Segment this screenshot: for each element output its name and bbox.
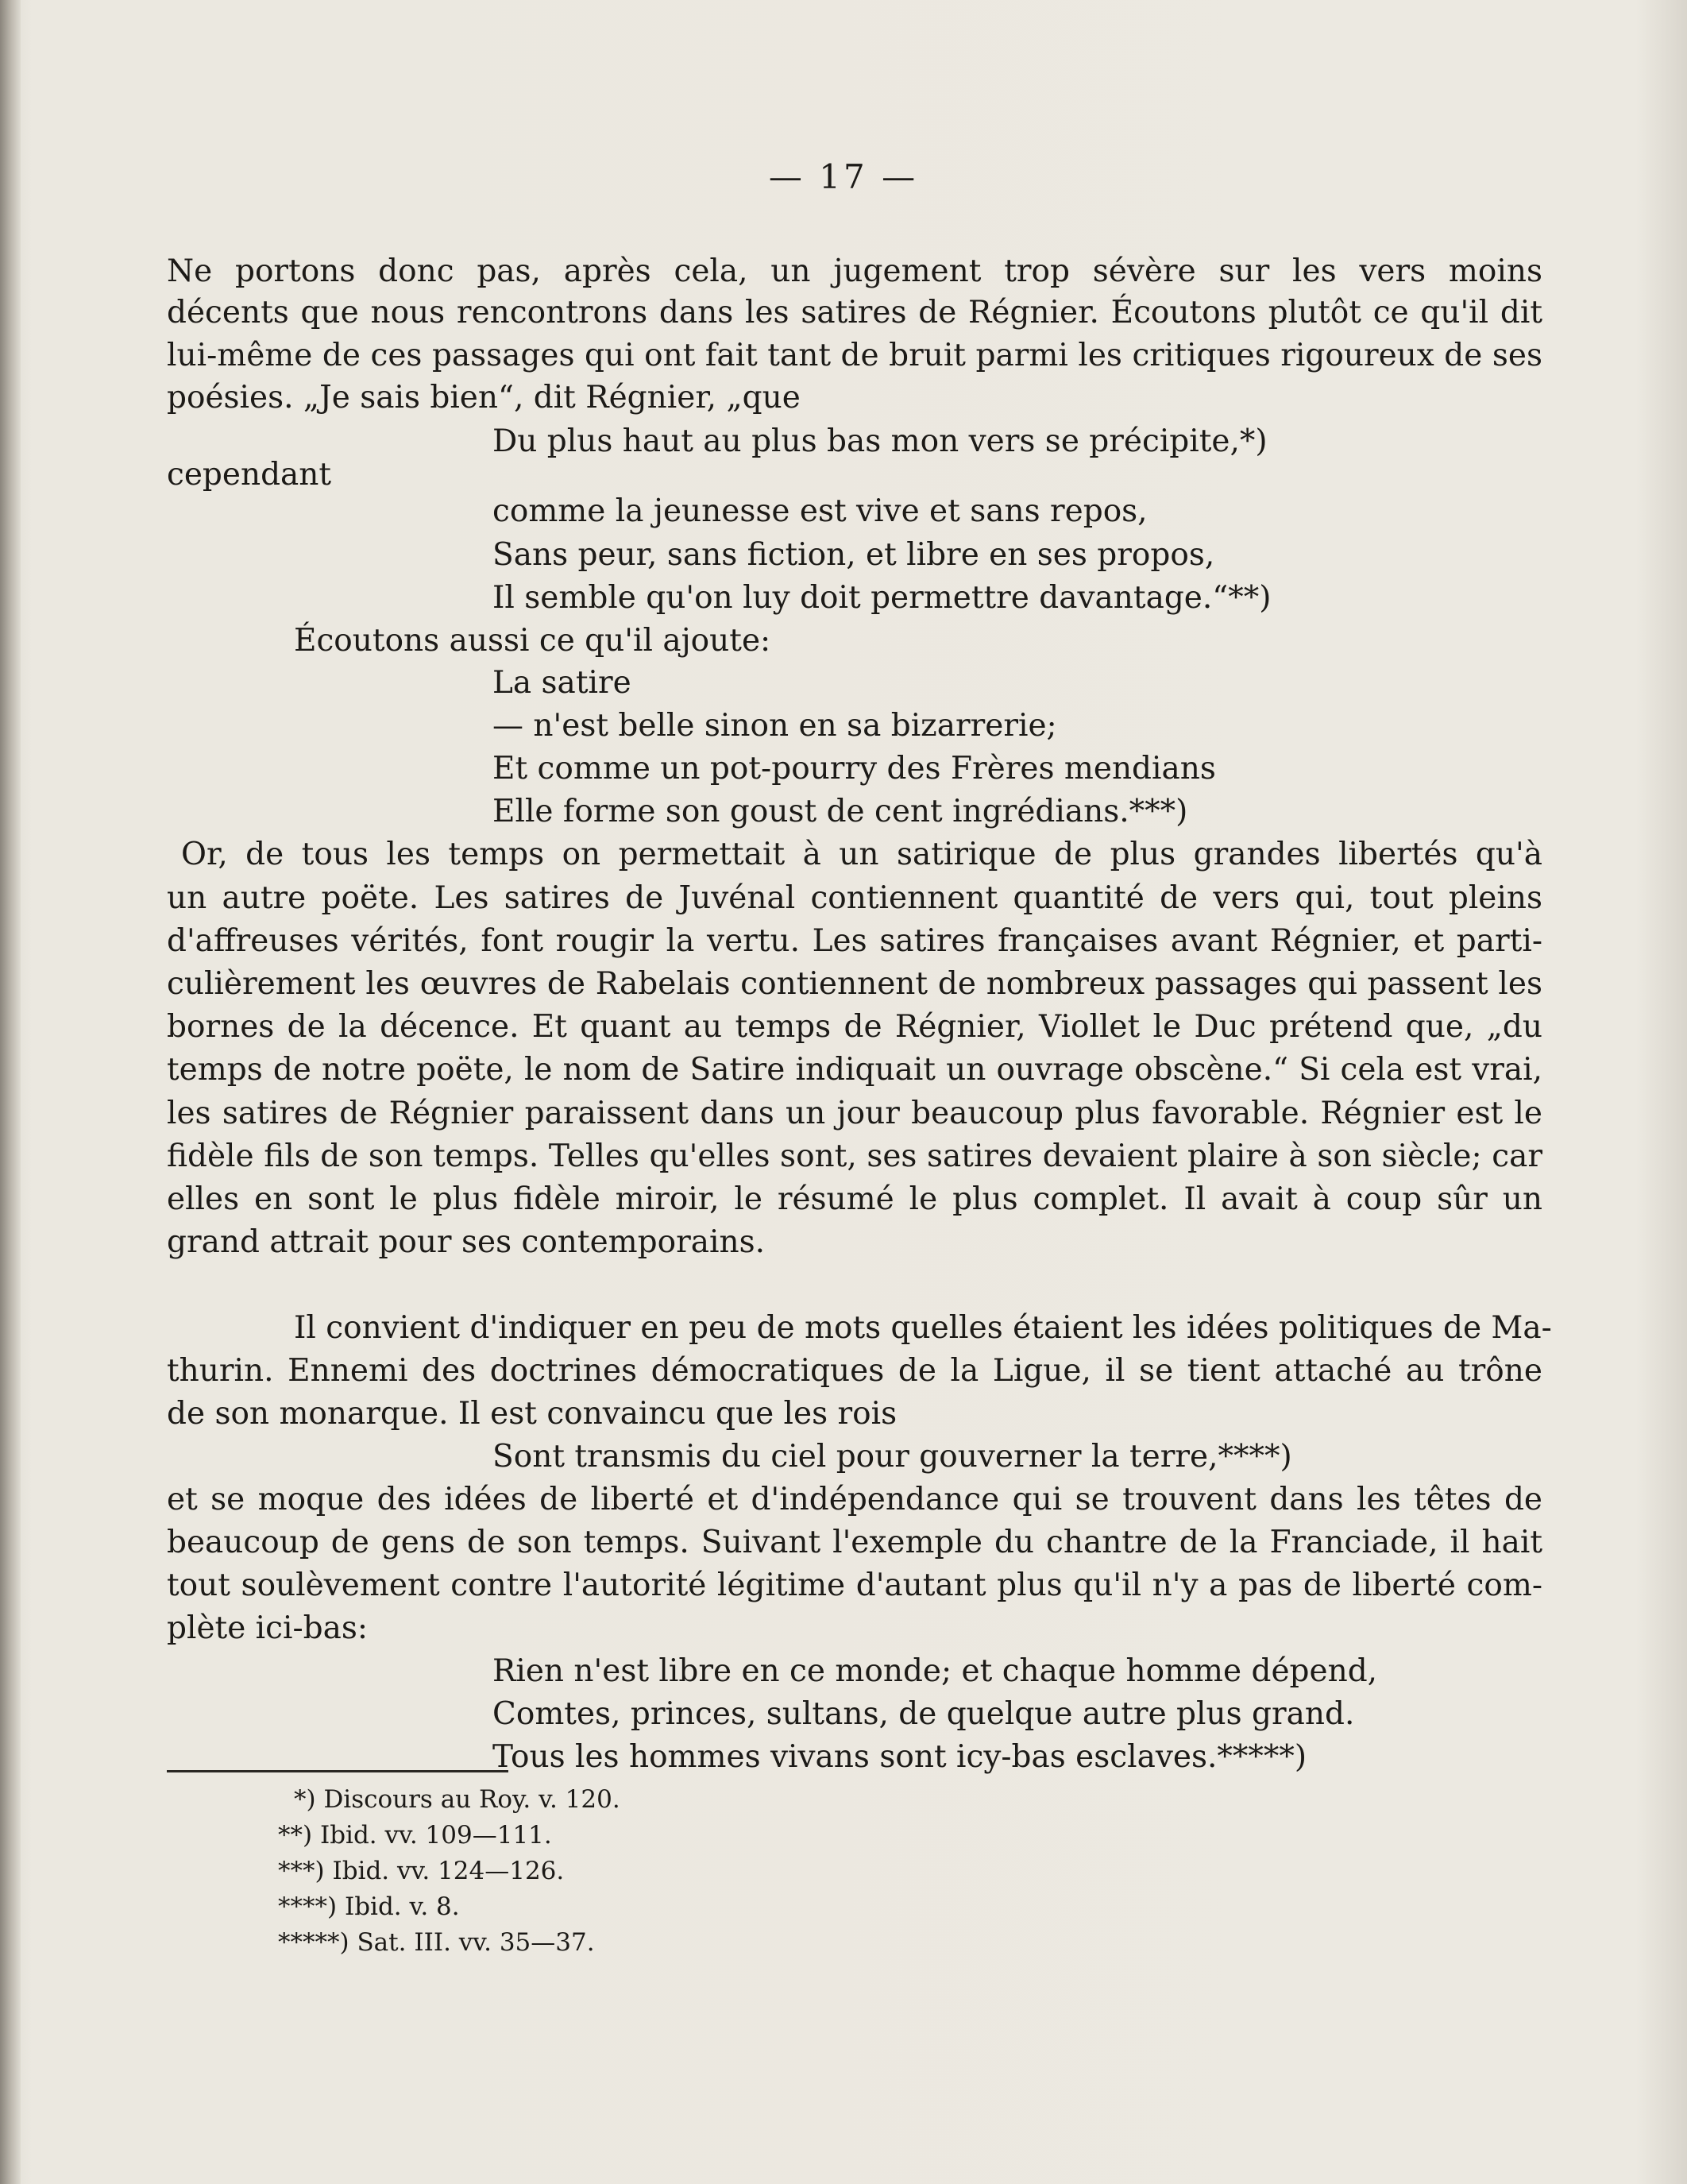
verse-line: Elle forme son goust de cent ingrédians.***) xyxy=(492,794,1188,829)
footnote-separator xyxy=(167,1770,508,1772)
verse-line: — n'est belle sinon en sa bizarrerie; xyxy=(492,708,1057,744)
text-line: poésies. „Je sais bien“, dit Régnier, „que xyxy=(167,380,801,416)
verse-line: Comtes, princes, sultans, de quelque autre plus grand. xyxy=(492,1696,1355,1732)
text-line: tout soulèvement contre l'autorité légitime d'autant plus qu'il n'y a pas de liberté com- xyxy=(167,1567,1542,1603)
text-line: culièrement les œuvres de Rabelais contiennent de nombreux passages qui passent les xyxy=(167,966,1542,1002)
verse-line: Sans peur, sans fiction, et libre en ses propos, xyxy=(492,537,1215,573)
text-line: grand attrait pour ses contemporains. xyxy=(167,1224,765,1260)
verse-line: Rien n'est libre en ce monde; et chaque homme dépend, xyxy=(492,1653,1378,1689)
verse-line: La satire xyxy=(492,665,631,701)
footnote: *) Discours au Roy. v. 120. xyxy=(294,1785,620,1814)
text-line: fidèle fils de son temps. Telles qu'elles sont, ses satires devaient plaire à son siècle; car xyxy=(167,1138,1542,1174)
text-line: thurin. Ennemi des doctrines démocratiques de la Ligue, il se tient attaché au trône xyxy=(167,1353,1542,1389)
verse-line: Et comme un pot-pourry des Frères mendians xyxy=(492,751,1216,787)
text-line: plète ici-bas: xyxy=(167,1610,369,1646)
footnote: **) Ibid. vv. 109—111. xyxy=(278,1821,552,1850)
verse-line: comme la jeunesse est vive et sans repos, xyxy=(492,493,1148,529)
verse-line: Il semble qu'on luy doit permettre davantage.“**) xyxy=(492,580,1272,616)
footnote: ****) Ibid. v. 8. xyxy=(278,1892,460,1921)
text-line: lui-même de ces passages qui ont fait tant de bruit parmi les critiques rigoureux de ses xyxy=(167,338,1542,373)
text-line: Or, de tous les temps on permettait à un satirique de plus grandes libertés qu'à xyxy=(181,837,1542,872)
text-line: Écoutons aussi ce qu'il ajoute: xyxy=(294,623,771,659)
page-binding-shadow xyxy=(0,0,21,2184)
text-line: et se moque des idées de liberté et d'indépendance qui se trouvent dans les têtes de xyxy=(167,1482,1542,1517)
text-line: les satires de Régnier paraissent dans un jour beaucoup plus favorable. Régnier est le xyxy=(167,1096,1542,1131)
text-line: Il convient d'indiquer en peu de mots quelles étaient les idées politiques de Ma- xyxy=(294,1310,1552,1346)
verse-line: Tous les hommes vivans sont icy-bas esclaves.*****) xyxy=(492,1739,1307,1775)
text-line: Ne portons donc pas, après cela, un jugement trop sévère sur les vers moins xyxy=(167,253,1542,289)
text-line: décents que nous rencontrons dans les satires de Régnier. Écoutons plutôt ce qu'il dit xyxy=(167,295,1542,330)
text-line: de son monarque. Il est convaincu que les rois xyxy=(167,1396,898,1432)
text-line: d'affreuses vérités, font rougir la vertu. Les satires françaises avant Régnier, et parti- xyxy=(167,923,1542,959)
verse-line: Du plus haut au plus bas mon vers se précipite,*) xyxy=(492,423,1268,459)
text-line: bornes de la décence. Et quant au temps de Régnier, Viollet le Duc prétend que, „du xyxy=(167,1009,1542,1045)
page-number: — 17 — xyxy=(768,157,919,196)
text-line: cependant xyxy=(167,457,332,493)
text-line: temps de notre poëte, le nom de Satire indiquait un ouvrage obscène.“ Si cela est vrai, xyxy=(167,1052,1542,1088)
text-line: un autre poëte. Les satires de Juvénal contiennent quantité de vers qui, tout pleins xyxy=(167,880,1542,916)
footnote: *****) Sat. III. vv. 35—37. xyxy=(278,1928,595,1957)
verse-line: Sont transmis du ciel pour gouverner la terre,****) xyxy=(492,1439,1292,1475)
text-line: elles en sont le plus fidèle miroir, le résumé le plus complet. Il avait à coup sûr un xyxy=(167,1181,1542,1217)
footnote: ***) Ibid. vv. 124—126. xyxy=(278,1857,565,1885)
text-line: beaucoup de gens de son temps. Suivant l'exemple du chantre de la Franciade, il hait xyxy=(167,1525,1542,1560)
